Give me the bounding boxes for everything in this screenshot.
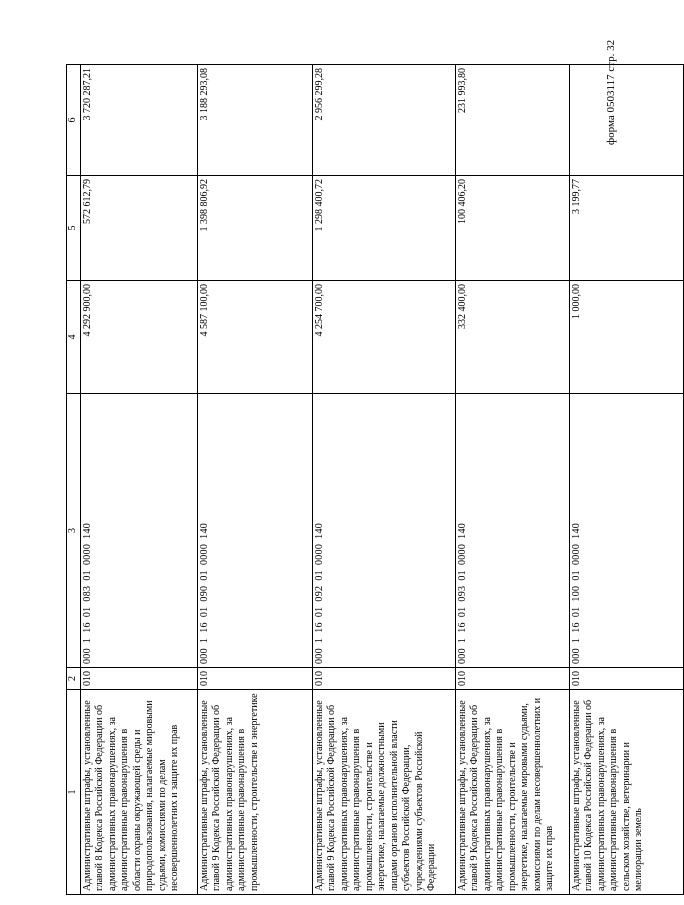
row-line-code: 010 — [312, 668, 455, 690]
table-row — [569, 65, 683, 895]
column-number: 6 — [67, 65, 81, 176]
code-segment: 1 — [570, 637, 582, 644]
row-budget-code — [197, 394, 312, 668]
row-approved-amount: 1 000,00 — [569, 281, 683, 394]
row-executed-amount: 3 199,77 — [569, 176, 683, 281]
code-segment: 01 — [198, 570, 210, 581]
code-segment: 16 — [198, 622, 210, 633]
row-executed-amount: 100 406,20 — [455, 176, 569, 281]
table-body — [80, 65, 683, 895]
code-segment: 140 — [313, 522, 325, 539]
code-segment: 0000 — [456, 543, 468, 566]
code-segment: 01 — [313, 570, 325, 581]
column-number: 4 — [67, 281, 81, 394]
code-segment: 01 — [456, 606, 468, 618]
row-line-code: 010 — [569, 668, 683, 690]
row-description: Административные штрафы, установленные главой 10 Кодекса Российской Федерации об административных правонарушениях, за административные правонарушения в сельском хозяйстве, ветеринарии и мелиорации земель — [569, 690, 683, 895]
code-segment: 140 — [81, 522, 93, 539]
row-line-code: 010 — [455, 668, 569, 690]
code-segment: 1 — [313, 637, 325, 644]
code-segment: 1 — [456, 637, 468, 644]
row-line-code: 010 — [197, 668, 312, 690]
row-budget-code — [312, 394, 455, 668]
row-not-executed-amount: 2 956 299,28 — [312, 65, 455, 176]
code-segment: 093 — [456, 585, 468, 602]
row-description: Административные штрафы, установленные главой 9 Кодекса Российской Федерации об административных правонарушениях, за административные правонарушения в промышленности, строительстве и энергетике, налагаемые должностными лицами органов исполнительной власти субъектов Российской Федерации, учреждениями субъектов Российской Федерации — [312, 690, 455, 895]
row-not-executed-amount — [569, 65, 683, 176]
column-number-row — [67, 65, 81, 895]
column-number: 5 — [67, 176, 81, 281]
code-segment: 0000 — [198, 543, 210, 566]
row-budget-code — [455, 394, 569, 668]
row-approved-amount: 4 254 700,00 — [312, 281, 455, 394]
code-segment: 1 — [198, 637, 210, 644]
row-description: Административные штрафы, установленные главой 9 Кодекса Российской Федерации об административных правонарушениях, за административные правонарушения в промышленности, строительстве и энергетике — [197, 690, 312, 895]
code-segment: 01 — [81, 606, 93, 618]
code-segment: 01 — [456, 570, 468, 581]
row-not-executed-amount: 3 188 293,08 — [197, 65, 312, 176]
code-segment: 140 — [570, 522, 582, 539]
row-description: Административные штрафы, установленные главой 9 Кодекса Российской Федерации об административных правонарушениях, за административные правонарушения в промышленности, строительстве и энергетике, налагаемые мировыми судьями, комиссиями по делам несовершеннолетних и защите их прав — [455, 690, 569, 895]
code-segment: 1 — [81, 637, 93, 644]
table-row — [312, 65, 455, 895]
row-executed-amount: 1 398 806,92 — [197, 176, 312, 281]
row-not-executed-amount: 3 720 287,21 — [80, 65, 197, 176]
row-approved-amount: 332 400,00 — [455, 281, 569, 394]
code-segment: 090 — [198, 585, 210, 602]
column-number: 3 — [67, 394, 81, 668]
row-budget-code — [80, 394, 197, 668]
row-budget-code — [569, 394, 683, 668]
code-segment: 140 — [456, 522, 468, 539]
code-segment: 000 — [456, 648, 468, 664]
table-row — [80, 65, 197, 895]
code-segment: 083 — [81, 585, 93, 602]
code-segment: 01 — [81, 570, 93, 581]
code-segment: 140 — [198, 522, 210, 539]
code-segment: 0000 — [81, 543, 93, 566]
code-segment: 000 — [313, 648, 325, 664]
code-segment: 01 — [313, 606, 325, 618]
code-segment: 16 — [81, 622, 93, 633]
row-not-executed-amount: 231 993,80 — [455, 65, 569, 176]
code-segment: 16 — [313, 622, 325, 633]
column-number: 2 — [67, 668, 81, 690]
row-approved-amount: 4 587 100,00 — [197, 281, 312, 394]
code-segment: 16 — [570, 622, 582, 633]
form-page-label: форма 0503117 стр. 32 — [605, 39, 617, 145]
budget-execution-table — [66, 64, 684, 895]
code-segment: 000 — [81, 648, 93, 664]
column-number: 1 — [67, 690, 81, 895]
table-row — [455, 65, 569, 895]
code-segment: 01 — [570, 570, 582, 581]
code-segment: 000 — [570, 648, 582, 664]
code-segment: 000 — [198, 648, 210, 664]
code-segment: 01 — [570, 606, 582, 618]
code-segment: 0000 — [570, 543, 582, 566]
row-line-code: 010 — [80, 668, 197, 690]
code-segment: 01 — [198, 606, 210, 618]
code-segment: 0000 — [313, 543, 325, 566]
row-description: Административные штрафы, установленные главой 8 Кодекса Российской Федерации об административных правонарушениях, за административные правонарушения в области охраны окружающей среды и природопользования, налагаемые мировыми судьями, комиссиями по делам несовершеннолетних и защите их прав — [80, 690, 197, 895]
row-executed-amount: 1 298 400,72 — [312, 176, 455, 281]
code-segment: 16 — [456, 622, 468, 633]
row-executed-amount: 572 612,79 — [80, 176, 197, 281]
code-segment: 092 — [313, 585, 325, 602]
code-segment: 100 — [570, 585, 582, 602]
row-approved-amount: 4 292 900,00 — [80, 281, 197, 394]
table-row — [197, 65, 312, 895]
